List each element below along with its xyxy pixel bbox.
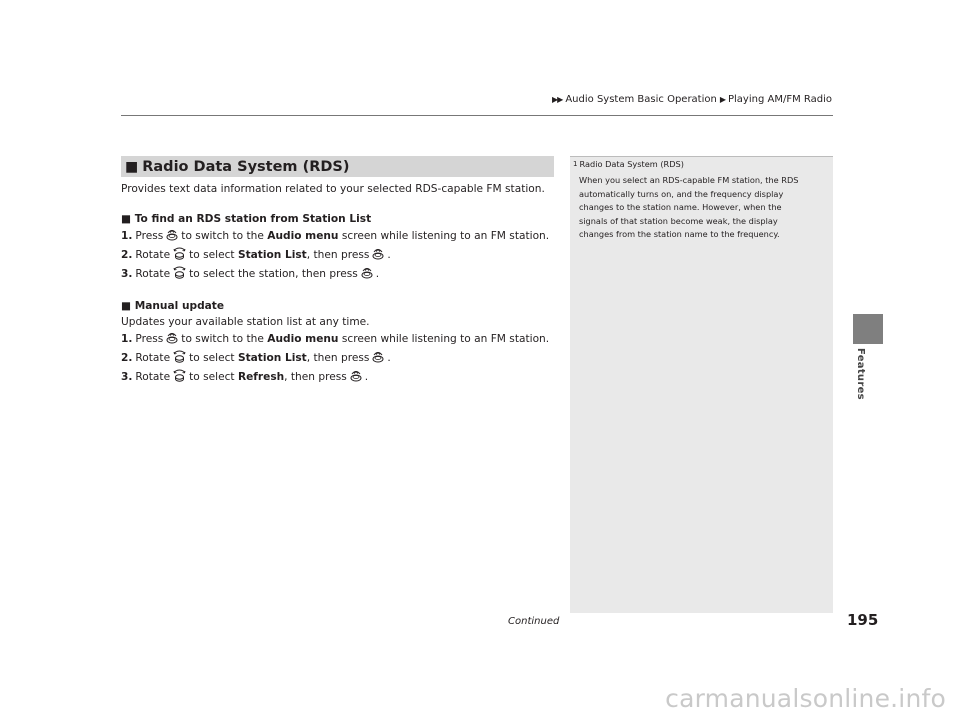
note-title: Radio Data System (RDS): [579, 159, 684, 169]
push-knob-icon: [166, 227, 178, 246]
step-item: 2. Rotate to select Station List, then press .: [121, 246, 556, 265]
breadcrumb: [552, 94, 832, 105]
push-knob-icon: [361, 265, 373, 284]
breadcrumb-arrow-icon: ▶: [719, 95, 725, 104]
breadcrumb-item[interactable]: Playing AM/FM Radio: [728, 94, 832, 105]
chapter-tab[interactable]: [853, 314, 883, 344]
rotate-knob-icon: [173, 265, 186, 284]
continued-label: Continued: [508, 616, 560, 627]
note-sidebar: [570, 156, 833, 613]
intro-text: Provides text data information related to your selected RDS-capable FM station.: [121, 183, 545, 195]
push-knob-icon: [372, 246, 384, 265]
note-body: When you select an RDS-capable FM station, the RDS automatically turns on, and the frequency display changes to the station name. However, when the signals of that station become weak, the display changes from the station name to the frequency.: [579, 175, 799, 239]
main-content: [121, 181, 556, 387]
breadcrumb-item[interactable]: Audio System Basic Operation: [565, 94, 717, 105]
chapter-tab-label: Features: [855, 348, 866, 400]
step-item: 3. Rotate to select Refresh, then press .: [121, 368, 556, 387]
step-item: 2. Rotate to select Station List, then press .: [121, 349, 556, 368]
step-item: 3. Rotate to select the station, then press .: [121, 265, 556, 284]
push-knob-icon: [372, 349, 384, 368]
breadcrumb-arrow-icon: ▶▶: [552, 95, 563, 104]
note-marker: 1: [573, 160, 578, 168]
rotate-knob-icon: [173, 246, 186, 265]
rotate-knob-icon: [173, 349, 186, 368]
rotate-knob-icon: [173, 368, 186, 387]
push-knob-icon: [166, 330, 178, 349]
square-bullet-icon: ■: [125, 158, 139, 175]
step-item: 1. Press to switch to the Audio menu screen while listening to an FM station.: [121, 330, 556, 349]
header-divider: [121, 115, 833, 116]
watermark: carmanualsonline.info: [665, 684, 946, 713]
subheading-manual: ■ Manual update: [121, 300, 225, 312]
manual-intro: Updates your available station list at any time.: [121, 316, 370, 328]
push-knob-icon: [350, 368, 362, 387]
section-title: Radio Data System (RDS): [142, 158, 350, 175]
subheading-find: ■ To find an RDS station from Station List: [121, 213, 372, 225]
step-item: 1. Press to switch to the Audio menu screen while listening to an FM station.: [121, 227, 556, 246]
page-number: 195: [847, 611, 879, 629]
note-header: [570, 156, 833, 171]
section-header: [121, 156, 554, 177]
